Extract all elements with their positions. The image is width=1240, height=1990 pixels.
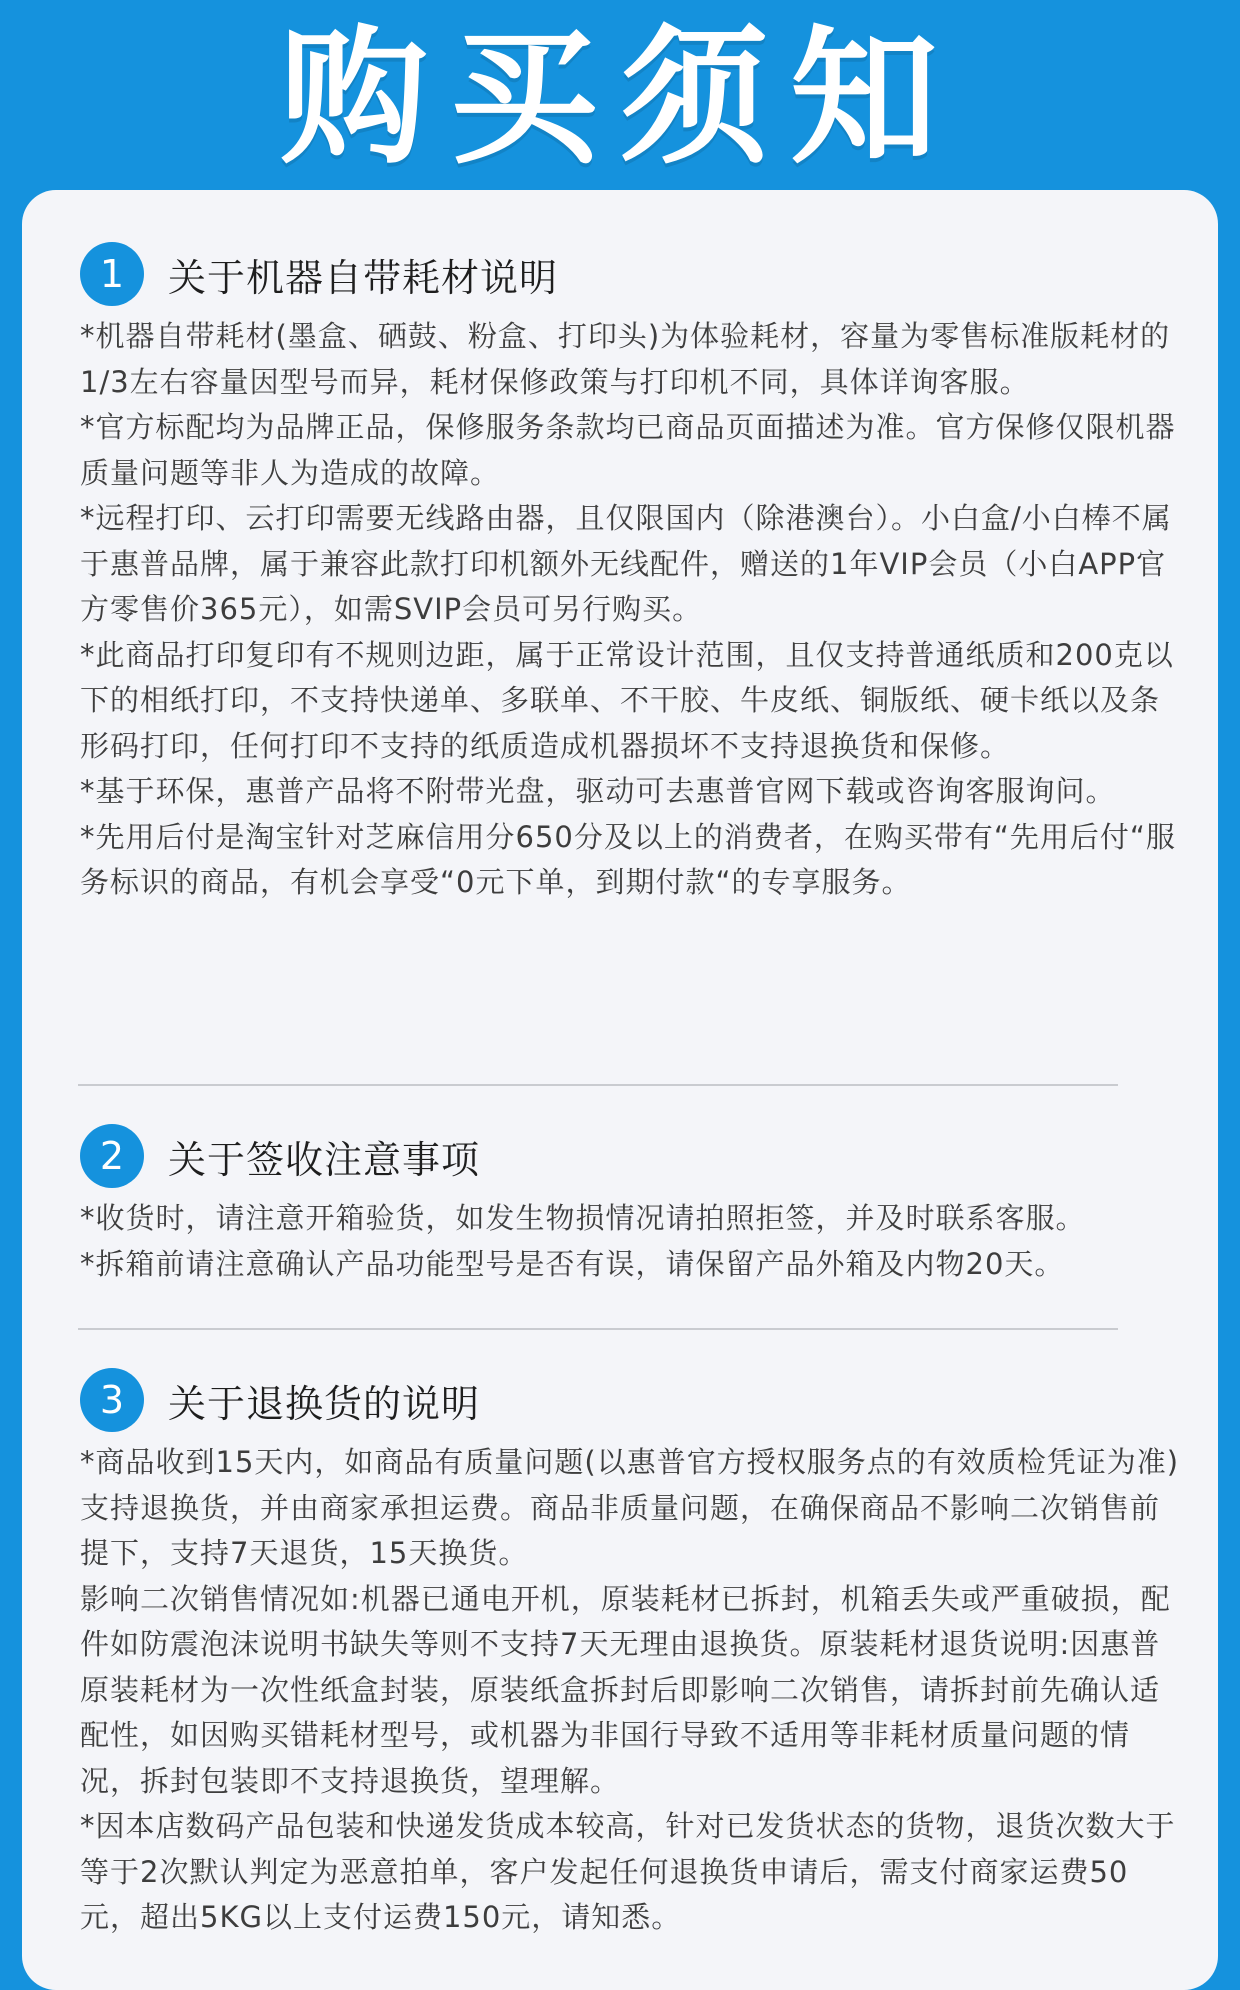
notice-paragraph: *先用后付是淘宝针对芝麻信用分650分及以上的消费者，在购买带有“先用后付“服务标识的商品，有机会享受“0元下单，到期付款“的专享服务。 — [80, 819, 1176, 899]
section-title: 关于机器自带耗材说明 — [168, 255, 559, 300]
notice-paragraph: *收货时，请注意开箱验货，如发生物损情况请拍照拒签，并及时联系客服。 — [80, 1201, 1086, 1235]
section-divider — [78, 1084, 1118, 1086]
notice-card — [22, 190, 1218, 1990]
notice-paragraph: *拆箱前请注意确认产品功能型号是否有误，请保留产品外箱及内物20天。 — [80, 1246, 1065, 1281]
section-number-badge: 2 — [80, 1124, 144, 1188]
notice-paragraph: *商品收到15天内，如商品有质量问题(以惠普官方授权服务点的有效质检凭证为准)支持退换货，并由商家承担运费。商品非质量问题，在确保商品不影响二次销售前提下，支持7天退货，15天换货。 — [80, 1445, 1180, 1570]
notice-paragraph: *基于环保，惠普产品将不附带光盘，驱动可去惠普官网下载或咨询客服询问。 — [80, 774, 1116, 808]
section-number-badge: 1 — [80, 242, 144, 306]
section-body — [80, 314, 1180, 906]
section-header — [80, 1368, 1180, 1432]
notice-paragraph: *此商品打印复印有不规则边距，属于正常设计范围，且仅支持普通纸质和200克以下的相纸打印，不支持快递单、多联单、不干胶、牛皮纸、铜版纸、硬卡纸以及条形码打印，任何打印不支持的纸质造成机器损坏不支持退换货和保修。 — [80, 637, 1174, 763]
section-body — [80, 1196, 1180, 1287]
section-title: 关于签收注意事项 — [168, 1137, 481, 1182]
section-delivery — [80, 1124, 1180, 1287]
notice-paragraph: *因本店数码产品包装和快递发货成本较高，针对已发货状态的货物，退货次数大于等于2次默认判定为恶意拍单，客户发起任何退换货申请后，需支付商家运费50元，超出5KG以上支付运费150元，请知悉。 — [80, 1809, 1176, 1934]
section-consumables — [80, 242, 1180, 906]
section-header — [80, 242, 1180, 306]
page-title: 购买须知 — [280, 12, 960, 184]
section-number-badge: 3 — [80, 1368, 144, 1432]
section-title: 关于退换货的说明 — [168, 1381, 481, 1426]
section-divider — [78, 1328, 1118, 1330]
notice-paragraph: *远程打印、云打印需要无线路由器，且仅限国内（除港澳台）。小白盒/小白棒不属于惠普品牌，属于兼容此款打印机额外无线配件，赠送的1年VIP会员（小白APP官方零售价365元），如需SVIP会员可另行购买。 — [80, 501, 1172, 626]
notice-paragraph: *官方标配均为品牌正品，保修服务条款均已商品页面描述为准。官方保修仅限机器质量问题等非人为造成的故障。 — [80, 410, 1176, 490]
notice-paragraph: 影响二次销售情况如:机器已通电开机，原装耗材已拆封，机箱丢失或严重破损，配件如防震泡沫说明书缺失等则不支持7天无理由退换货。原装耗材退货说明:因惠普原装耗材为一次性纸盒封装，原装纸盒拆封后即影响二次销售，请拆封前先确认适配性，如因购买错耗材型号，或机器为非国行导致不适用等非耗材质量问题的情况，拆封包装即不支持退换货，望理解。 — [80, 1581, 1171, 1798]
notice-paragraph: *机器自带耗材(墨盒、硒鼓、粉盒、打印头)为体验耗材，容量为零售标准版耗材的1/3左右容量因型号而异，耗材保修政策与打印机不同，具体详询客服。 — [80, 319, 1171, 399]
section-returns — [80, 1368, 1180, 1941]
section-body — [80, 1440, 1180, 1941]
section-header — [80, 1124, 1180, 1188]
